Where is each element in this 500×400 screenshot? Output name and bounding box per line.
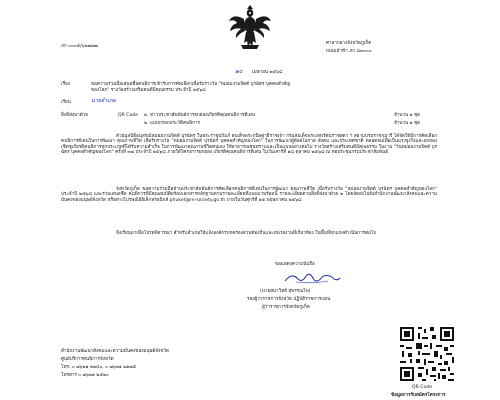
subject-label: เรื่อง <box>61 82 71 87</box>
subject-line-1: ขอความร่วมมือเสนอชื่อคนพิการเข้ารับการคัดเลือกเพื่อรับรางวัล "หม่อมงามจิตต์ บุรฉัตร บุคคลสำคัญ <box>91 82 291 87</box>
signatory-position-2: ผู้ว่าราชการจังหวัดภูเก็ต <box>262 305 310 310</box>
enclosure-label: สิ่งที่ส่งมาด้วย <box>61 113 88 118</box>
body-paragraph-3: จึงเรียนมาเพื่อโปรดพิจารณา สำหรับอำเภอให้แจ้งองค์กรปกครองส่วนท้องถิ่นและหน่วยงานที่เกี่ยวข้อง ในพื้นที่ทุกแห่งดำเนินการต่อไป <box>116 231 377 236</box>
signatory-name: (นายสมาวิทย์ สุพรรณไพ) <box>260 289 311 294</box>
signatory-position-1: รองผู้ว่าราชการจังหวัด ปฏิบัติราชการแทน <box>247 297 331 302</box>
recipient-label: เรียน <box>61 100 71 105</box>
recipient-value: นายอำเภอ <box>91 98 116 104</box>
enclosure-item-1: ๑. ข่าวประชาสัมพันธ์การยกย่องเกียรติคุณคนพิการดีเด่น <box>144 113 256 118</box>
qr-code-icon[interactable] <box>398 325 456 383</box>
date-day: ๑๐ <box>235 68 243 75</box>
enclosure-item-2-qty: จำนวน ๑ ชุด <box>394 121 421 126</box>
closing-phrase: ขอแสดงความนับถือ <box>275 262 315 267</box>
enclosure-item-1-qty: จำนวน ๑ ชุด <box>394 113 421 118</box>
garuda-emblem-icon <box>227 5 273 51</box>
office-name: ศาลากลางจังหวัดภูเก็ต <box>326 41 372 46</box>
handwritten-signature-icon <box>282 271 342 285</box>
qr-caption-2: ข้อมูลการรับสมัครโครงการ <box>391 393 446 398</box>
subject-line-2: ของโลก" รางวัลสร้างเสริมคนดีมีคุณธรรม ประจำปี ๒๕๖๘ <box>91 88 206 93</box>
footer-office-1: สำนักงานพัฒนาสังคมและความมั่นคงของมนุษย์จังหวัด <box>61 349 169 354</box>
enclosure-item-2: ๒. แบบกรอกประวัติคนพิการ <box>144 121 201 126</box>
office-address: ถนนเจ้าฟ้า ภก ๘๓๐๐๐ <box>326 49 372 54</box>
footer-fax: โทรสาร ๐ ๗๖๒๑ ๒๕๒๐ <box>61 373 109 378</box>
body-paragraph-1: ด้วยมูลนิธิอนุสรณ์หม่อมงามจิตต์ บุรฉัตร ในพระราชูปถัมภ์ สมเด็จพระกนิษฐาธิราชเจ้า กรมสมเด็จพระเทพรัตนราชสุดา ฯ สยามบรมราชกุมารี ได้จัดให้มีการคัดเลือกคนพิการดีเด่นในการพัฒนา คุณภาพชีวิต เพื่อรับรางวัล "หม่อมงามจิตต์ บุรฉัตร บุคคลสำคัญของโลก" ในการพัฒนาผู้ด้อยโอกาส สังคม และประเทศชาติ ตลอดจนเพื่อเป็นแรงจูงใจและยกย่องเชิดชูเกียรติคนพิการทุกประเภทที่ได้รับความสำเร็จ ในการพัฒนาคุณภาพชีวิตตนเอง ให้สาธารณชนทราบและเป็นแบบอย่างต่อไป รางวัลสร้างเสริมคนดีมีคุณธรรม ในงาน "วันหม่อมงามจิตต์ บุรฉัตร บุคคลสำคัญของโลก" ครั้งที่ ๓๗ ประจำปี ๒๕๖๘ ภายใต้โครงการยกย่อง เกียรติคุณคนพิการดีเด่น ในวันเสาร์ที่ ๑๘ ตุลาคม ๒๕๖๘ ณ หอประชุมกรมประชาสัมพันธ์ <box>61 134 437 156</box>
footer-phone: โทร. ๐ ๗๖๒๑ ๒๒๔๐, ๐ ๗๖๒๑ ๒๑๗๕ <box>61 365 137 370</box>
document-number-prefix: ภก ๐๐๐๕/๖๒๗๗๗ <box>61 44 99 49</box>
date-month-year: เมษายน ๒๕๖๘ <box>252 70 283 75</box>
body-paragraph-2: จังหวัดภูเก็ต ขอความร่วมมือท่านประชาสัมพันธ์การคัดเลือกคนพิการดีเด่นในการพัฒนา คุณภาพชีวิต เพื่อรับรางวัล "หม่อมงามจิตต์ บุรฉัตร บุคคลสำคัญของโลก" ประจำปี ๒๕๖๘ และร่วมเสนอชื่อ คนพิการที่มีคุณสมบัติพร้อมเอกสารหลักฐานตามรายละเอียดที่แนบมาพร้อมนี้ รายละเอียดตามสิ่งที่ส่งมาด้วย ๒ โดยจัดส่งไปยังสำนักงานพัฒนาสังคมและความมั่นคงของมนุษย์จังหวัด หรือทางไปรษณีย์อิเล็กทรอนิกส์ phuket@m-society.go.th ภายในวันศุกร์ที่ ๑๕ พฤษภาคม ๒๕๖๘ <box>61 187 437 203</box>
enclosure-qr-prefix: QR Code <box>118 113 139 118</box>
qr-caption-1: QR Code <box>412 385 433 390</box>
footer-office-2: ศูนย์บริการคนพิการจังหวัด <box>61 357 114 362</box>
